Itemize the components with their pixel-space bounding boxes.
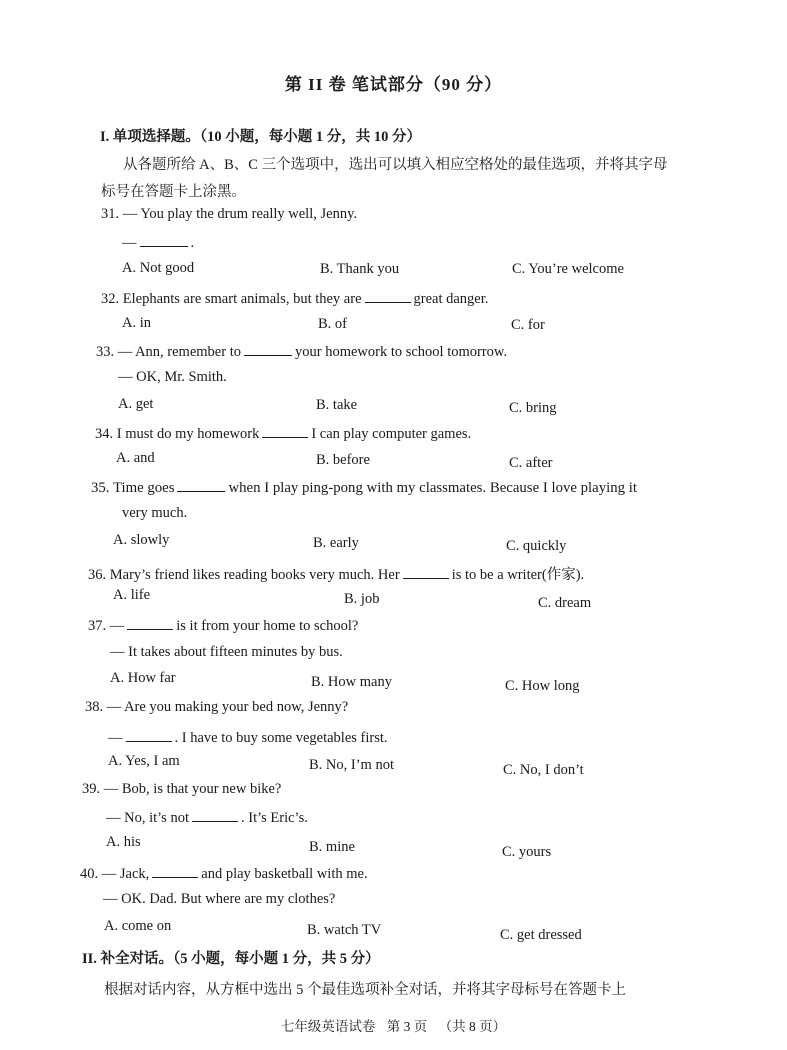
option-a: A. in — [122, 315, 151, 331]
option-b: B. No, I’m not — [309, 757, 394, 773]
answer-blank — [403, 565, 449, 579]
option-b: B. early — [313, 535, 359, 551]
section1-heading: I. 单项选择题。（10 小题，每小题 1 分，共 10 分） — [100, 129, 422, 145]
question-37-reply: — It takes about fifteen minutes by bus. — [110, 644, 343, 660]
question-34: 34. I must do my homework I can play computer games. — [95, 426, 472, 442]
answer-blank — [140, 233, 188, 247]
option-a: A. Not good — [122, 260, 195, 276]
option-c: C. No, I don’t — [503, 762, 584, 778]
question-36: 36. Mary’s friend likes reading books very much. Her is to be a writer(作家). — [88, 567, 585, 583]
question-40: 40. — Jack, and play basketball with me. — [80, 866, 368, 882]
question-35-cont: very much. — [122, 505, 188, 521]
section2-heading: II. 补全对话。（5 小题，每小题 1 分，共 5 分） — [82, 951, 380, 967]
option-c: C. dream — [538, 595, 592, 611]
answer-blank — [177, 478, 225, 492]
option-b: B. of — [318, 316, 347, 332]
option-a: A. get — [118, 396, 154, 412]
answer-blank — [365, 289, 411, 303]
option-b: B. How many — [311, 674, 392, 690]
option-c: C. get dressed — [500, 927, 582, 943]
option-c: C. quickly — [506, 538, 567, 554]
option-c: C. for — [511, 317, 545, 333]
question-39-reply: — No, it’s not . It’s Eric’s. — [106, 810, 308, 826]
question-35: 35. Time goes when I play ping-pong with my classmates. Because I love playing it — [91, 480, 637, 496]
question-37: 37. — is it from your home to school? — [88, 618, 359, 634]
option-c: C. How long — [505, 678, 580, 694]
option-b: B. before — [316, 452, 370, 468]
option-a: A. and — [116, 450, 155, 466]
option-c: C. after — [509, 455, 553, 471]
question-33: 33. — Ann, remember to your homework to school tomorrow. — [96, 344, 508, 360]
page-footer — [0, 1015, 787, 1035]
question-39: 39. — Bob, is that your new bike? — [82, 781, 282, 797]
question-31-reply: — . — [122, 235, 195, 251]
option-a: A. life — [113, 587, 151, 603]
answer-blank — [152, 864, 198, 878]
question-40-reply: — OK. Dad. But where are my clothes? — [103, 891, 336, 907]
option-a: A. Yes, I am — [108, 753, 180, 769]
question-32: 32. Elephants are smart animals, but they are great danger. — [101, 291, 489, 307]
answer-blank — [127, 616, 173, 630]
option-a: A. come on — [104, 918, 172, 934]
option-a: A. slowly — [113, 532, 170, 548]
question-38-reply: — . I have to buy some vegetables first. — [108, 730, 388, 746]
question-31: 31. — You play the drum really well, Jenny. — [101, 206, 358, 222]
footer-page-number: 第 3 页 — [386, 1019, 428, 1034]
option-c: C. yours — [502, 844, 552, 860]
option-b: B. Thank you — [320, 261, 400, 277]
option-a: A. How far — [110, 670, 176, 686]
option-c: C. bring — [509, 400, 557, 416]
option-b: B. watch TV — [307, 922, 382, 938]
page-title: 第 II 卷 笔试部分（90 分） — [284, 75, 503, 94]
footer-exam-name: 七年级英语试卷 — [280, 1019, 376, 1034]
question-33-reply: — OK, Mr. Smith. — [118, 369, 227, 385]
option-b: B. job — [344, 591, 380, 607]
section1-instruction-line2: 标号在答题卡上涂黑。 — [101, 184, 246, 200]
option-b: B. mine — [309, 839, 355, 855]
answer-blank — [262, 424, 308, 438]
option-c: C. You’re welcome — [512, 261, 624, 277]
footer-total-pages: （共 8 页） — [438, 1019, 507, 1034]
answer-blank — [126, 728, 172, 742]
option-a: A. his — [106, 834, 141, 850]
answer-blank — [244, 342, 292, 356]
option-b: B. take — [316, 397, 358, 413]
section1-instruction-line1: 从各题所给 A、B、C 三个选项中，选出可以填入相应空格处的最佳选项，并将其字母 — [123, 157, 668, 173]
section2-instruction: 根据对话内容，从方框中选出 5 个最佳选项补全对话，并将其字母标号在答题卡上 — [104, 982, 626, 998]
answer-blank — [192, 808, 238, 822]
question-38: 38. — Are you making your bed now, Jenny? — [85, 699, 349, 715]
